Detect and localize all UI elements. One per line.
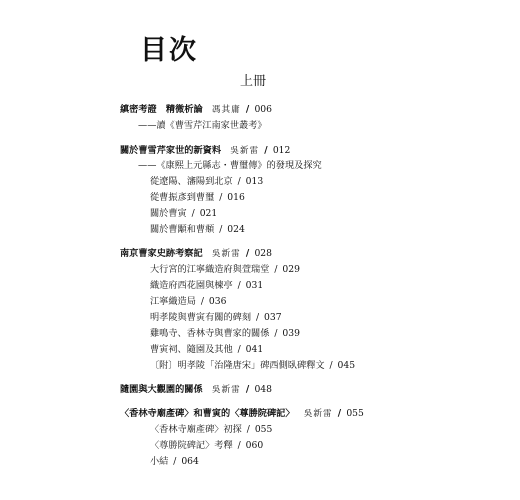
toc-subentry[interactable]	[150, 224, 245, 236]
toc-subentry[interactable]	[150, 208, 217, 220]
page-separator: /	[237, 176, 241, 187]
page-separator: /	[246, 424, 250, 435]
page-separator: /	[264, 145, 268, 156]
page-title: 目次	[140, 35, 198, 66]
subentry-label: 曹寅祠、隨園及其他	[150, 344, 233, 355]
subentry-page: 021	[199, 208, 218, 219]
subentry-page: 036	[208, 296, 227, 307]
toc-subentry[interactable]	[150, 360, 355, 372]
page-separator: /	[274, 328, 278, 339]
entry-page: 055	[346, 408, 364, 419]
subentry-label: 〔附〕明孝陵「治隆唐宋」碑西側臥碑釋文	[150, 360, 325, 371]
subentry-label: 大行宮的江寧織造府與萱瑞堂	[150, 264, 270, 275]
toc-subentry[interactable]	[150, 192, 245, 204]
toc-subentry[interactable]	[150, 176, 263, 188]
page-separator: /	[329, 360, 333, 371]
page-separator: /	[245, 104, 250, 115]
toc-subentry[interactable]	[150, 280, 263, 292]
entry-author: 吳新雷	[211, 249, 241, 259]
toc-entry[interactable]	[120, 104, 272, 116]
subentry-page: 039	[282, 328, 300, 339]
entry-page: 048	[254, 384, 272, 395]
toc-entry[interactable]	[120, 408, 364, 420]
toc-subentry[interactable]	[150, 296, 226, 308]
page-separator: /	[337, 408, 342, 419]
toc-subentry[interactable]	[150, 264, 300, 276]
page-separator: /	[255, 312, 260, 323]
subentry-page: 041	[245, 344, 264, 355]
entry-title: 〈香林寺廟產碑〉和曹寅的〈尊勝院碑記〉	[120, 408, 295, 419]
subentry-page: 055	[254, 424, 273, 435]
entry-title: 南京曹家史跡考察記	[120, 248, 203, 259]
subentry-label: 關於曹顒和曹頫	[150, 224, 215, 235]
toc-subentry[interactable]	[150, 344, 263, 356]
toc-entry[interactable]	[120, 248, 272, 260]
subentry-page: 016	[227, 192, 245, 203]
subentry-page: 024	[227, 224, 245, 235]
subentry-label: 雞鳴寺、香林寺與曹家的關係	[150, 328, 270, 339]
entry-author: 吳新雷	[230, 146, 260, 156]
entry-title: 縝密考證 精微析論	[120, 104, 203, 115]
subentry-page: 045	[337, 360, 356, 371]
entry-page: 028	[254, 248, 272, 259]
entry-page: 006	[254, 104, 272, 115]
subentry-page: 031	[245, 280, 264, 291]
subentry-page: 013	[245, 176, 264, 187]
page-separator: /	[245, 248, 250, 259]
volume-label: 上冊	[240, 74, 267, 89]
entry-page: 012	[272, 145, 291, 156]
page-separator: /	[237, 280, 241, 291]
toc-entry[interactable]	[120, 145, 290, 157]
entry-author: 吳新雷	[303, 409, 333, 419]
subentry-label: 從遼陽、瀋陽到北京	[150, 176, 233, 187]
subentry-label: 〈香林寺廟產碑〉初探	[150, 424, 242, 435]
subentry-label: 〈尊勝院碑記〉考釋	[150, 440, 233, 451]
subentry-page: 029	[282, 264, 300, 275]
toc-subentry	[138, 120, 267, 132]
toc-subentry[interactable]	[150, 440, 263, 452]
entry-author: 吳新雷	[211, 385, 241, 395]
toc-subentry	[138, 160, 322, 172]
subentry-page: 064	[181, 456, 199, 467]
toc-subentry[interactable]	[150, 456, 199, 468]
subentry-label: ——讀《曹雪芹江南家世叢考》	[138, 120, 267, 131]
subentry-label: 江寧織造局	[150, 296, 196, 307]
subentry-label: 明孝陵與曹寅有關的碑刻	[150, 312, 252, 323]
page-separator: /	[173, 456, 177, 467]
page-separator: /	[237, 440, 241, 451]
page-separator: /	[245, 384, 250, 395]
page-separator: /	[274, 264, 278, 275]
subentry-page: 060	[245, 440, 264, 451]
entry-title: 關於曹雪芹家世的新資料	[120, 145, 222, 156]
subentry-label: 小結	[150, 456, 169, 467]
page-separator: /	[191, 208, 195, 219]
entry-title: 隨園與大觀園的關係	[120, 384, 203, 395]
toc-entry[interactable]	[120, 384, 272, 396]
toc-subentry[interactable]	[150, 312, 282, 324]
subentry-page: 037	[264, 312, 282, 323]
page-separator: /	[219, 192, 223, 203]
page-separator: /	[237, 344, 241, 355]
subentry-label: ——《康熙上元縣志・曹璽傳》的發現及探究	[138, 160, 322, 171]
page-separator: /	[219, 224, 223, 235]
page-separator: /	[200, 296, 204, 307]
toc-subentry[interactable]	[150, 424, 272, 436]
entry-author: 馮其庸	[211, 105, 241, 115]
subentry-label: 織造府西花園與楝亭	[150, 280, 233, 291]
subentry-label: 關於曹寅	[150, 208, 187, 219]
subentry-label: 從曹振彥到曹璽	[150, 192, 215, 203]
toc-subentry[interactable]	[150, 328, 300, 340]
